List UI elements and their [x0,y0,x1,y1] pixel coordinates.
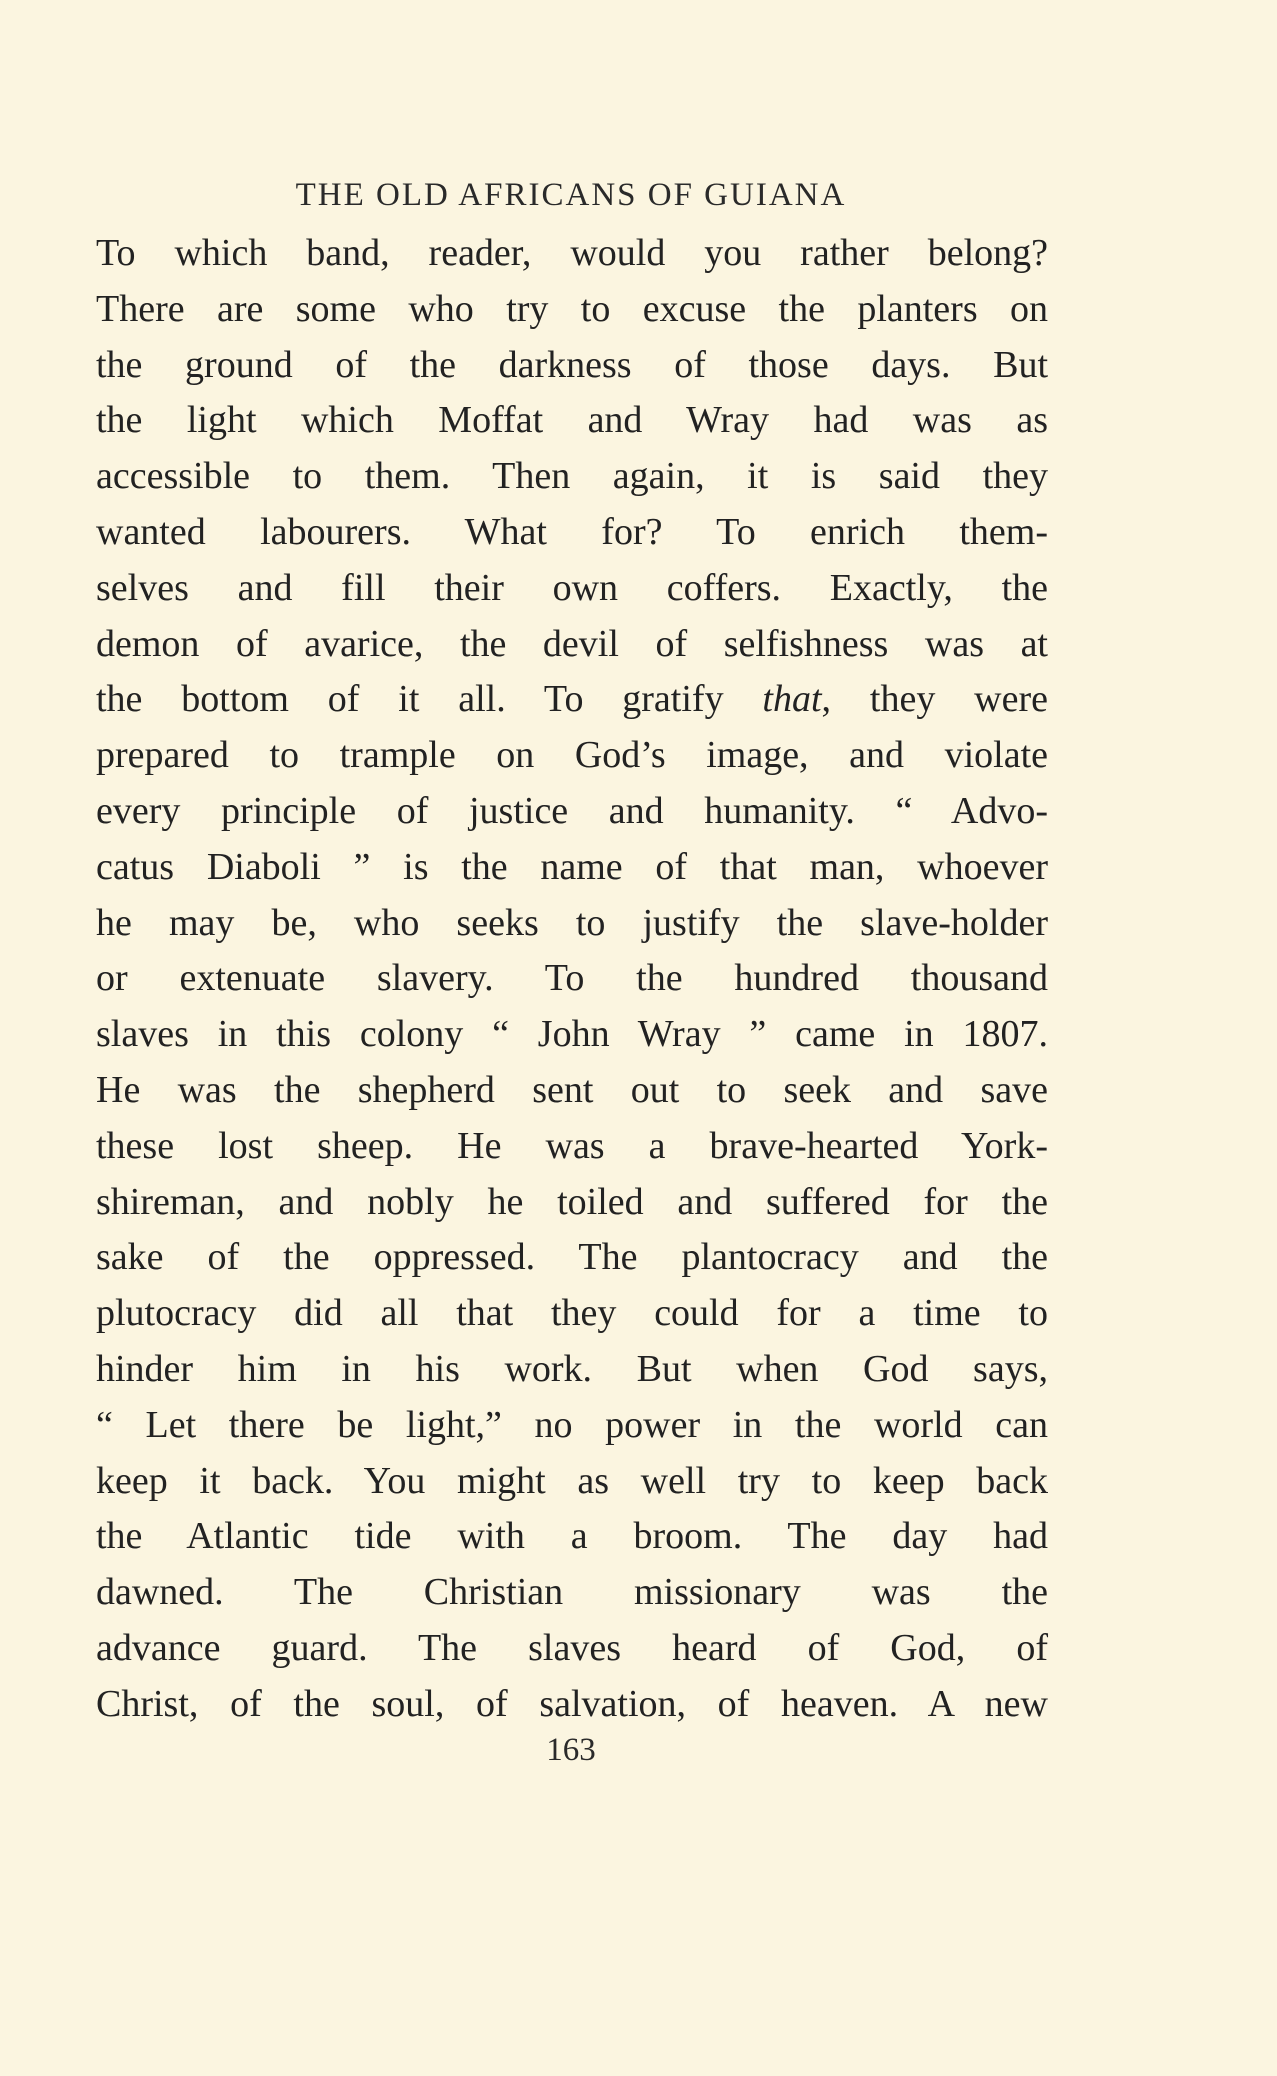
text-line: selves and fill their own coffers. Exactly, the [96,566,1048,609]
text-line: the ground of the darkness of those days. But [96,343,1048,386]
body-text [96,226,1048,1733]
text-line: or extenuate slavery. To the hundred thousand [96,957,1048,1000]
running-head: THE OLD AFRICANS OF GUIANA [295,177,847,213]
text-line: the Atlantic tide with a broom. The day had [96,1515,1048,1558]
page-number: 163 [546,1732,596,1768]
text-line: he may be, who seeks to justify the slave-holder [96,901,1048,944]
text-line: keep it back. You might as well try to keep back [96,1459,1048,1502]
text-line: demon of avarice, the devil of selfishness was at [96,622,1048,665]
text-line: To which band, reader, would you rather belong? [96,232,1048,274]
text-line: the light which Moffat and Wray had was as [96,399,1048,442]
italic-word: that [762,678,822,721]
text-line: wanted labourers. What for? To enrich them- [96,510,1048,553]
text-line: “ Let there be light,” no power in the world can [96,1403,1048,1446]
text-line: every principle of justice and humanity. “ Advo- [96,789,1048,832]
text-line: hinder him in his work. But when God says, [96,1347,1048,1390]
text-line: accessible to them. Then again, it is said they [96,455,1048,498]
text-line: advance guard. The slaves heard of God, of [96,1626,1048,1669]
text-line: these lost sheep. He was a brave-hearted York- [96,1124,1048,1167]
text-line-with-italic [96,672,1048,728]
text-line: dawned. The Christian missionary was the [96,1571,1048,1614]
text-line: Christ, of the soul, of salvation, of heaven. A new [96,1682,1048,1725]
text-line: sake of the oppressed. The plantocracy and the [96,1236,1048,1279]
text-line: slaves in this colony “ John Wray ” came in 1807. [96,1013,1048,1056]
text-line: There are some who try to excuse the planters on [96,287,1048,330]
text-line: shireman, and nobly he toiled and suffered for the [96,1180,1048,1223]
line-segment: the bottom of it all. To gratify [96,678,763,721]
text-line: prepared to trample on God’s image, and violate [96,734,1048,777]
text-line: He was the shepherd sent out to seek and save [96,1068,1048,1111]
line-segment: , they were [821,678,1048,721]
text-line: catus Diaboli ” is the name of that man, whoever [96,845,1048,888]
text-line: plutocracy did all that they could for a time to [96,1292,1048,1335]
